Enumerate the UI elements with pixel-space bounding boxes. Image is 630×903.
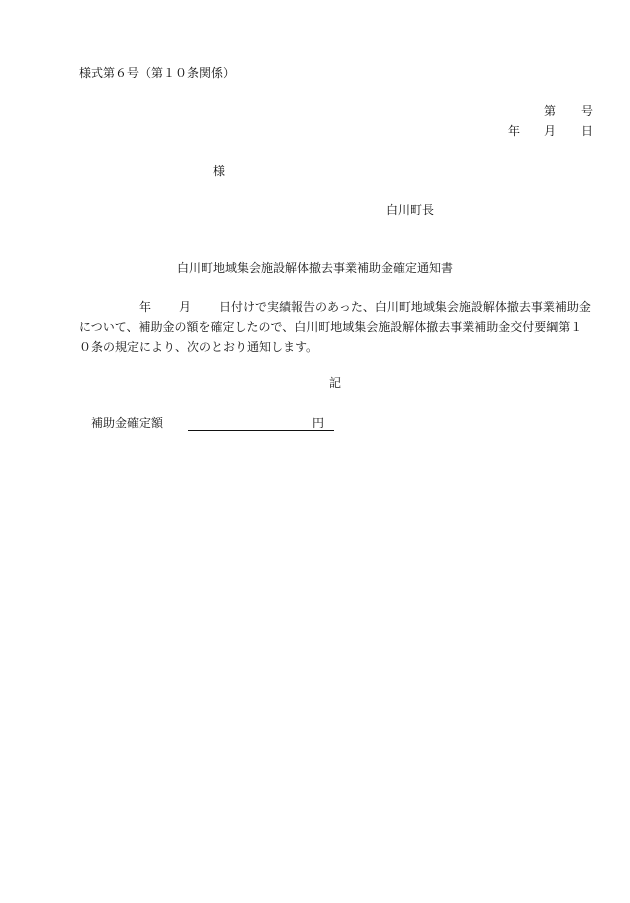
date-month: 月 [544, 124, 557, 138]
body-year: 年 [139, 300, 152, 314]
body-line-2: について、補助金の額を確定したので、白川町地域集会施設解体撤去事業補助金交付要綱第１ [79, 320, 583, 334]
ki-heading: 記 [328, 376, 341, 390]
body-text [79, 297, 597, 357]
body-month: 月 [179, 300, 192, 314]
amount-unit: 円 [311, 416, 324, 430]
doc-number-suffix: 号 [581, 104, 594, 118]
sender: 白川町長 [386, 203, 435, 217]
date-year: 年 [508, 124, 521, 138]
amount-label: 補助金確定額 [91, 416, 164, 430]
body-line-1-rest: 日付けで実績報告のあった、白川町地域集会施設解体撤去事業補助金 [219, 300, 591, 314]
date-day: 日 [581, 124, 594, 138]
doc-number-label: 第 [544, 104, 557, 118]
addressee-honorific: 様 [213, 164, 226, 178]
form-number: 様式第６号（第１０条関係） [79, 66, 236, 80]
amount-field [188, 416, 334, 431]
document-title: 白川町地域集会施設解体撤去事業補助金確定通知書 [176, 261, 453, 275]
body-line-3: ０条の規定により、次のとおり通知します。 [79, 340, 319, 354]
body-line-1 [79, 297, 597, 317]
